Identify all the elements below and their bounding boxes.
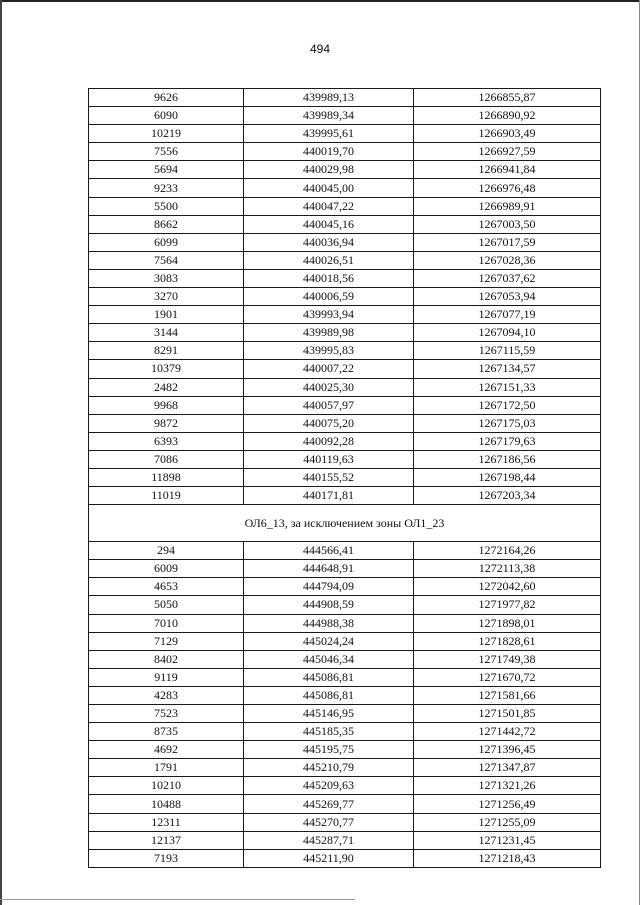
x-coordinate-cell: 440155,52: [244, 468, 414, 486]
y-coordinate-cell: 1267037,62: [414, 269, 601, 287]
y-coordinate-cell: 1271581,66: [414, 686, 601, 704]
y-coordinate-cell: 1267203,34: [414, 487, 601, 505]
table-row: [89, 107, 601, 125]
y-coordinate-cell: 1271347,87: [414, 759, 601, 777]
y-coordinate-cell: 1267077,19: [414, 306, 601, 324]
page-edge-top: [0, 0, 640, 2]
table-row: [89, 849, 601, 867]
y-coordinate-cell: 1267186,56: [414, 450, 601, 468]
y-coordinate-cell: 1271255,09: [414, 813, 601, 831]
point-id-cell: 6009: [89, 560, 244, 578]
x-coordinate-cell: 439995,83: [244, 342, 414, 360]
table-row: [89, 125, 601, 143]
x-coordinate-cell: 445086,81: [244, 686, 414, 704]
x-coordinate-cell: 440045,16: [244, 215, 414, 233]
table-body-after-section: [89, 542, 601, 868]
point-id-cell: 4653: [89, 578, 244, 596]
x-coordinate-cell: 439989,34: [244, 107, 414, 125]
y-coordinate-cell: 1271256,49: [414, 795, 601, 813]
x-coordinate-cell: 440171,81: [244, 487, 414, 505]
point-id-cell: 1901: [89, 306, 244, 324]
bottom-rule: [0, 899, 355, 900]
table-row: [89, 468, 601, 486]
point-id-cell: 10379: [89, 360, 244, 378]
point-id-cell: 8735: [89, 723, 244, 741]
table-row: [89, 89, 601, 107]
table-row: [89, 795, 601, 813]
point-id-cell: 6099: [89, 233, 244, 251]
x-coordinate-cell: 440018,56: [244, 269, 414, 287]
x-coordinate-cell: 445210,79: [244, 759, 414, 777]
y-coordinate-cell: 1271749,38: [414, 650, 601, 668]
point-id-cell: 3083: [89, 269, 244, 287]
table-row: [89, 269, 601, 287]
x-coordinate-cell: 440026,51: [244, 251, 414, 269]
x-coordinate-cell: 439993,94: [244, 306, 414, 324]
x-coordinate-cell: 445269,77: [244, 795, 414, 813]
point-id-cell: 7564: [89, 251, 244, 269]
point-id-cell: 7523: [89, 705, 244, 723]
point-id-cell: 9968: [89, 396, 244, 414]
table-row: [89, 342, 601, 360]
point-id-cell: 7010: [89, 614, 244, 632]
table-row: [89, 596, 601, 614]
table-row: [89, 723, 601, 741]
table-row: [89, 686, 601, 704]
y-coordinate-cell: 1267179,63: [414, 432, 601, 450]
y-coordinate-cell: 1267028,36: [414, 251, 601, 269]
table-row: [89, 668, 601, 686]
point-id-cell: 8662: [89, 215, 244, 233]
x-coordinate-cell: 445195,75: [244, 741, 414, 759]
y-coordinate-cell: 1267134,57: [414, 360, 601, 378]
point-id-cell: 9872: [89, 414, 244, 432]
x-coordinate-cell: 445086,81: [244, 668, 414, 686]
x-coordinate-cell: 445024,24: [244, 632, 414, 650]
point-id-cell: 5050: [89, 596, 244, 614]
point-id-cell: 11898: [89, 468, 244, 486]
x-coordinate-cell: 440092,28: [244, 432, 414, 450]
table-row: [89, 197, 601, 215]
x-coordinate-cell: 440119,63: [244, 450, 414, 468]
y-coordinate-cell: 1271501,85: [414, 705, 601, 723]
point-id-cell: 6090: [89, 107, 244, 125]
point-id-cell: 4692: [89, 741, 244, 759]
y-coordinate-cell: 1271218,43: [414, 849, 601, 867]
x-coordinate-cell: 445209,63: [244, 777, 414, 795]
table-row: [89, 288, 601, 306]
page-edge-left: [0, 0, 2, 905]
section-title: ОЛ6_13, за исключением зоны ОЛ1_23: [89, 505, 601, 542]
table-row: [89, 360, 601, 378]
table-row: [89, 161, 601, 179]
y-coordinate-cell: 1266890,92: [414, 107, 601, 125]
point-id-cell: 7129: [89, 632, 244, 650]
table-row: [89, 432, 601, 450]
y-coordinate-cell: 1271670,72: [414, 668, 601, 686]
y-coordinate-cell: 1266989,91: [414, 197, 601, 215]
y-coordinate-cell: 1271396,45: [414, 741, 601, 759]
point-id-cell: 1791: [89, 759, 244, 777]
point-id-cell: 3144: [89, 324, 244, 342]
table-row: [89, 632, 601, 650]
table-row: [89, 813, 601, 831]
point-id-cell: 10488: [89, 795, 244, 813]
x-coordinate-cell: 445046,34: [244, 650, 414, 668]
x-coordinate-cell: 440075,20: [244, 414, 414, 432]
table-row: [89, 777, 601, 795]
x-coordinate-cell: 444566,41: [244, 542, 414, 560]
x-coordinate-cell: 440025,30: [244, 378, 414, 396]
x-coordinate-cell: 444794,09: [244, 578, 414, 596]
y-coordinate-cell: 1272042,60: [414, 578, 601, 596]
x-coordinate-cell: 440045,00: [244, 179, 414, 197]
x-coordinate-cell: 444648,91: [244, 560, 414, 578]
coordinates-table: [88, 88, 601, 868]
page-number: 494: [309, 42, 331, 56]
y-coordinate-cell: 1271828,61: [414, 632, 601, 650]
x-coordinate-cell: 439989,13: [244, 89, 414, 107]
x-coordinate-cell: 439989,98: [244, 324, 414, 342]
y-coordinate-cell: 1267198,44: [414, 468, 601, 486]
y-coordinate-cell: 1271231,45: [414, 831, 601, 849]
table-row: [89, 614, 601, 632]
x-coordinate-cell: 445270,77: [244, 813, 414, 831]
y-coordinate-cell: 1266903,49: [414, 125, 601, 143]
table-row: [89, 650, 601, 668]
x-coordinate-cell: 445185,35: [244, 723, 414, 741]
x-coordinate-cell: 440029,98: [244, 161, 414, 179]
table-row: [89, 143, 601, 161]
y-coordinate-cell: 1271321,26: [414, 777, 601, 795]
point-id-cell: 12311: [89, 813, 244, 831]
x-coordinate-cell: 440007,22: [244, 360, 414, 378]
y-coordinate-cell: 1266927,59: [414, 143, 601, 161]
table-row: [89, 542, 601, 560]
point-id-cell: 5500: [89, 197, 244, 215]
table-row: [89, 251, 601, 269]
y-coordinate-cell: 1267094,10: [414, 324, 601, 342]
y-coordinate-cell: 1272113,38: [414, 560, 601, 578]
y-coordinate-cell: 1271442,72: [414, 723, 601, 741]
x-coordinate-cell: 440019,70: [244, 143, 414, 161]
table-row: [89, 560, 601, 578]
x-coordinate-cell: 440057,97: [244, 396, 414, 414]
x-coordinate-cell: 445211,90: [244, 849, 414, 867]
y-coordinate-cell: 1267017,59: [414, 233, 601, 251]
table-row: [89, 578, 601, 596]
x-coordinate-cell: 445287,71: [244, 831, 414, 849]
point-id-cell: 5694: [89, 161, 244, 179]
y-coordinate-cell: 1266855,87: [414, 89, 601, 107]
table-row: [89, 215, 601, 233]
x-coordinate-cell: 444908,59: [244, 596, 414, 614]
point-id-cell: 9233: [89, 179, 244, 197]
y-coordinate-cell: 1272164,26: [414, 542, 601, 560]
table-row: [89, 741, 601, 759]
y-coordinate-cell: 1267175,03: [414, 414, 601, 432]
table-row: [89, 233, 601, 251]
table-row: [89, 324, 601, 342]
section-header-row: [89, 505, 601, 542]
y-coordinate-cell: 1267003,50: [414, 215, 601, 233]
y-coordinate-cell: 1271977,82: [414, 596, 601, 614]
point-id-cell: 11019: [89, 487, 244, 505]
table-row: [89, 487, 601, 505]
y-coordinate-cell: 1267172,50: [414, 396, 601, 414]
point-id-cell: 10210: [89, 777, 244, 795]
point-id-cell: 294: [89, 542, 244, 560]
y-coordinate-cell: 1266941,84: [414, 161, 601, 179]
y-coordinate-cell: 1266976,48: [414, 179, 601, 197]
point-id-cell: 4283: [89, 686, 244, 704]
y-coordinate-cell: 1267053,94: [414, 288, 601, 306]
x-coordinate-cell: 440006,59: [244, 288, 414, 306]
point-id-cell: 8402: [89, 650, 244, 668]
x-coordinate-cell: 444988,38: [244, 614, 414, 632]
table-section-header-group: [89, 505, 601, 542]
y-coordinate-cell: 1271898,01: [414, 614, 601, 632]
point-id-cell: 3270: [89, 288, 244, 306]
table-row: [89, 831, 601, 849]
table-row: [89, 414, 601, 432]
x-coordinate-cell: 440036,94: [244, 233, 414, 251]
point-id-cell: 7556: [89, 143, 244, 161]
point-id-cell: 8291: [89, 342, 244, 360]
x-coordinate-cell: 445146,95: [244, 705, 414, 723]
table-row: [89, 306, 601, 324]
point-id-cell: 9626: [89, 89, 244, 107]
point-id-cell: 2482: [89, 378, 244, 396]
table-row: [89, 179, 601, 197]
table-row: [89, 450, 601, 468]
y-coordinate-cell: 1267115,59: [414, 342, 601, 360]
point-id-cell: 9119: [89, 668, 244, 686]
table-row: [89, 396, 601, 414]
y-coordinate-cell: 1267151,33: [414, 378, 601, 396]
x-coordinate-cell: 440047,22: [244, 197, 414, 215]
point-id-cell: 7086: [89, 450, 244, 468]
point-id-cell: 12137: [89, 831, 244, 849]
point-id-cell: 7193: [89, 849, 244, 867]
point-id-cell: 10219: [89, 125, 244, 143]
table-row: [89, 759, 601, 777]
table-row: [89, 705, 601, 723]
x-coordinate-cell: 439995,61: [244, 125, 414, 143]
table-body-before-section: [89, 89, 601, 505]
point-id-cell: 6393: [89, 432, 244, 450]
table-row: [89, 378, 601, 396]
